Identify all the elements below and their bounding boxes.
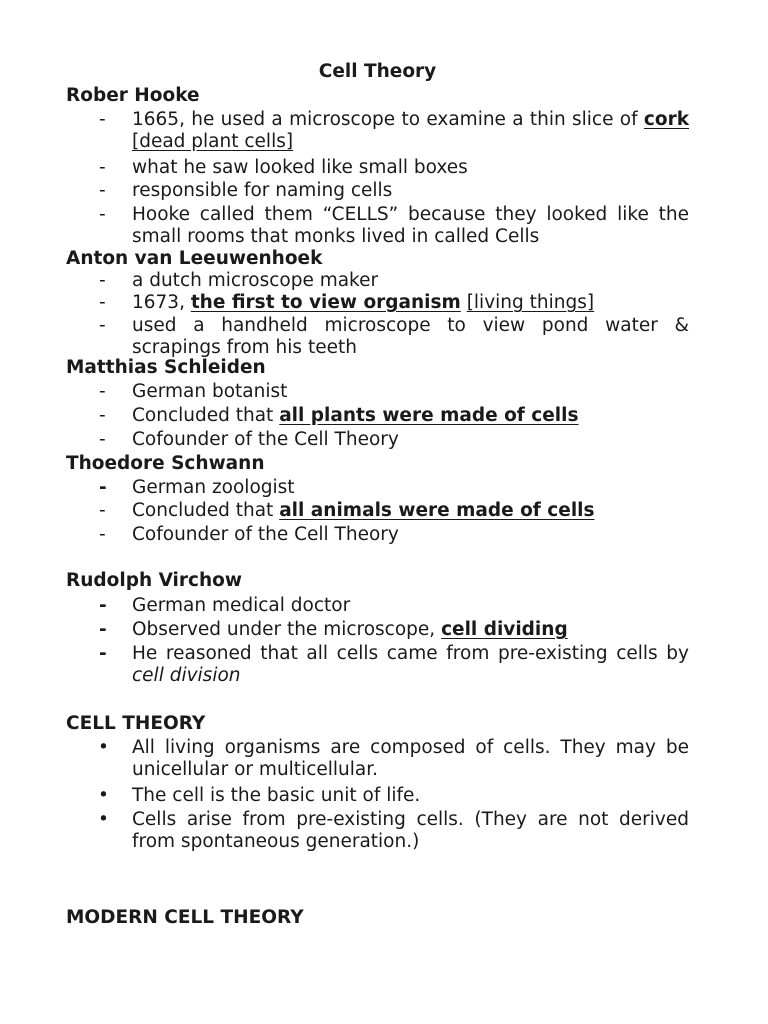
list-marker: - [99,315,106,336]
text-span: German medical doctor [132,595,351,616]
text-span: German zoologist [132,477,295,498]
text-span: responsible for naming cells [132,180,393,201]
text-span: cork [643,109,689,130]
section-heading: Rober Hooke [66,85,200,106]
list-item [66,785,689,807]
text-span: a dutch microscope maker [132,270,379,291]
list-item [66,157,689,179]
text-span: all plants were made of cells [279,405,579,426]
text-span: Concluded that [132,405,280,426]
list-item-text [132,180,689,202]
list-marker: - [99,292,106,313]
list-item-text [132,477,689,499]
list-item-text [132,619,689,641]
text-span: Hooke called them “CELLS” because they looked like the small rooms that monks lived in called Cells [132,204,689,247]
list-item-text [132,785,689,807]
list-item [66,109,689,153]
list-item [66,524,689,546]
list-item [66,500,689,522]
text-span: [living things] [466,292,595,313]
text-span: cell dividing [441,619,568,640]
list-marker: - [99,180,106,201]
list-item [66,477,689,499]
text-span: German botanist [132,381,288,402]
text-span: the first to view organism [190,292,461,313]
list-item [66,315,689,359]
list-marker: - [99,270,106,291]
text-span: used a handheld microscope to view pond water & scrapings from his teeth [132,315,689,358]
list-item [66,405,689,427]
list-item [66,809,689,853]
list-item [66,204,689,248]
list-item-text [132,500,689,522]
list-marker: - [99,405,106,426]
text-span: 1673, [132,292,191,313]
list-item [66,619,689,641]
list-item-text [132,109,689,153]
list-item-text [132,429,689,451]
list-marker: - [99,524,106,545]
list-marker: - [99,381,106,402]
list-item-text [132,405,689,427]
list-marker: - [99,595,107,616]
list-item-text [132,157,689,179]
text-span: Cofounder of the Cell Theory [132,429,399,450]
list-item [66,381,689,403]
list-item [66,270,689,292]
list-item [66,429,689,451]
list-item-text [132,737,689,781]
list-item-text [132,292,689,314]
list-item [66,643,689,687]
list-item-text [132,524,689,546]
section-heading: Thoedore Schwann [66,453,265,474]
list-item [66,595,689,617]
page-title: Cell Theory [318,61,437,82]
list-marker: - [99,477,107,498]
text-span: Observed under the microscope, [132,619,442,640]
text-span: Concluded that [132,500,280,521]
list-item-text [132,809,689,853]
list-item [66,180,689,202]
text-span: All living organisms are composed of cells. They may be unicellular or multicellular. [132,737,689,780]
list-item [66,292,689,314]
section-heading: Anton van Leeuwenhoek [66,248,323,269]
section-heading: CELL THEORY [66,713,206,734]
list-item-text [132,595,689,617]
text-span: what he saw looked like small boxes [132,157,468,178]
text-span: He reasoned that all cells came from pre-existing cells by [132,643,689,664]
section-heading: Matthias Schleiden [66,357,266,378]
text-span: all animals were made of cells [279,500,595,521]
section-heading: MODERN CELL THEORY [66,907,304,928]
list-marker: • [98,737,109,758]
list-item-text [132,381,689,403]
text-span: [dead plant cells] [132,131,294,152]
list-item-text [132,204,689,248]
list-marker: - [99,109,106,130]
list-marker: - [99,500,106,521]
list-marker: - [99,643,107,664]
list-marker: - [99,619,107,640]
text-span: 1665, he used a microscope to examine a thin slice of [132,109,644,130]
section-heading: Rudolph Virchow [66,570,242,591]
text-span: The cell is the basic unit of life. [132,785,421,806]
list-marker: - [99,204,106,225]
list-marker: - [99,429,106,450]
list-item-text [132,315,689,359]
text-span: Cells arise from pre-existing cells. (They are not derived from spontaneous generation.) [132,809,689,852]
list-marker: • [98,809,109,830]
list-marker: • [98,785,109,806]
list-marker: - [99,157,106,178]
text-span: cell division [132,665,241,686]
list-item-text [132,270,689,292]
list-item-text [132,643,689,687]
text-span: Cofounder of the Cell Theory [132,524,399,545]
list-item [66,737,689,781]
